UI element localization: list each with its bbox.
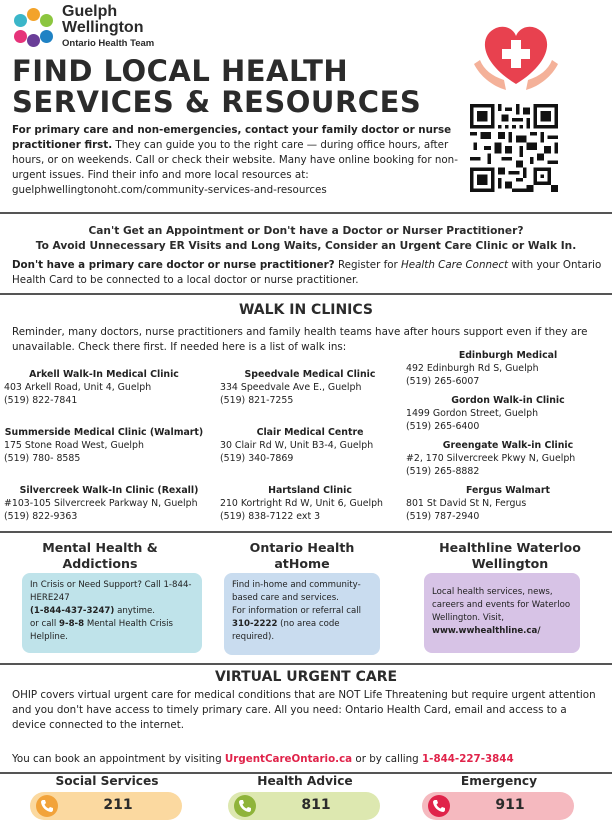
clinic-speedvale: Speedvale Medical Clinic 334 Speedvale Ave E., Guelph (519) 821-7255 xyxy=(220,369,376,406)
phone-icon xyxy=(36,795,58,817)
urgent-care-phone[interactable]: 1-844-227-3844 xyxy=(422,753,514,765)
divider xyxy=(0,212,612,214)
heart-hands-icon xyxy=(470,14,562,94)
clinic-silvercreek: Silvercreek Walk-In Clinic (Rexall) #103-105 Silvercreek Parkway N, Guelph (519) 822-9363 xyxy=(4,485,199,522)
phone-icon xyxy=(428,795,450,817)
booking-text: You can book an appointment by visiting UrgentCareOntario.ca or by calling 1-844-227-3844 xyxy=(12,753,514,765)
social-services-pill[interactable] xyxy=(30,792,182,820)
qr-code-icon[interactable] xyxy=(470,104,558,192)
health-advice-label: Health Advice xyxy=(257,774,353,788)
urgent-care-link[interactable]: UrgentCareOntario.ca xyxy=(224,753,353,765)
clinic-greengate: Greengate Walk-in Clinic #2, 170 Silvercreek Pkwy N, Guelph (519) 265-8882 xyxy=(406,440,576,477)
healthline-card: Local health services, news, careers and events for Waterloo Wellington. Visit, www.wwhealthline.ca/ xyxy=(424,573,580,653)
virtual-urgent-care-heading: VIRTUAL URGENT CARE xyxy=(214,669,398,685)
page-title: FIND LOCAL HEALTH SERVICES & RESOURCES xyxy=(12,54,422,119)
health-advice-pill[interactable] xyxy=(228,792,380,820)
clinic-gordon: Gordon Walk-in Clinic 1499 Gordon Street, Guelph (519) 265-6400 xyxy=(406,395,565,432)
divider xyxy=(0,531,612,533)
walk-in-heading: WALK IN CLINICS xyxy=(238,302,374,318)
logo-dots-icon xyxy=(14,8,54,48)
divider xyxy=(0,663,612,665)
mental-health-card: In Crisis or Need Support? Call 1-844-HERE247 (1-844-437-3247) anytime. or call 9-8-8 Mental Health Crisis Helpline. xyxy=(22,573,202,653)
emergency-number: 911 xyxy=(495,797,525,813)
clinic-fergus: Fergus Walmart 801 St David St N, Fergus (519) 787-2940 xyxy=(406,485,550,522)
urgent-care-notice: Can't Get an Appointment or Don't have a Doctor or Nurser Practitioner? To Avoid Unnecessary ER Visits and Long Waits, Consider an Urgent Care Clinic or Walk In. xyxy=(35,225,577,252)
phone-icon xyxy=(234,795,256,817)
virtual-urgent-care-text: OHIP covers virtual urgent care for medical conditions that are NOT Life Threatening but require urgent attention and you don't have access to timely primary care. All you need: Ontario Health Card, email and access to a device connected to the internet. xyxy=(12,689,596,731)
clinic-summerside: Summerside Medical Clinic (Walmart) 175 Stone Road West, Guelph (519) 780- 8585 xyxy=(4,427,204,464)
social-services-number: 211 xyxy=(103,797,133,813)
org-subtitle: Ontario Health Team xyxy=(62,38,155,49)
org-name: Guelph Wellington xyxy=(62,3,144,36)
health-advice-number: 811 xyxy=(301,797,331,813)
clinic-arkell: Arkell Walk-In Medical Clinic 403 Arkell Road, Unit 4, Guelph (519) 822-7841 xyxy=(4,369,179,406)
walk-in-reminder: Reminder, many doctors, nurse practitioners and family health teams have after hours support even if they are unavailable. Check there first. If needed here is a list of walk ins: xyxy=(12,326,588,353)
social-services-label: Social Services xyxy=(55,774,159,788)
healthline-link[interactable]: www.wwhealthline.ca/ xyxy=(432,626,541,636)
clinic-hartsland: Hartsland Clinic 210 Kortright Rd W, Unit 6, Guelph (519) 838-7122 ext 3 xyxy=(220,485,383,522)
mental-health-title: Mental Health & Addictions xyxy=(42,540,158,571)
divider xyxy=(0,293,612,295)
clinic-clair: Clair Medical Centre 30 Clair Rd W, Unit B3-4, Guelph (519) 340-7869 xyxy=(220,427,374,464)
clinic-edinburgh: Edinburgh Medical 492 Edinburgh Rd S, Guelph (519) 265-6007 xyxy=(406,350,558,387)
intro-text: For primary care and non-emergencies, contact your family doctor or nurse practitioner first. They can guide you to the right care — during office hours, after hours, or on weekends. Call or check their website. Many have online booking for non-urgent issues. Find their info and more local resources at: guelphwellingtonoht.com/community-services-and-resources xyxy=(12,124,458,196)
emergency-pill[interactable] xyxy=(422,792,574,820)
health-care-connect-text: Don't have a primary care doctor or nurse practitioner? Register for Health Care Connect with your Ontario Health Card to be connected to a local doctor or nurse practitioner. xyxy=(12,259,602,286)
ontario-health-athome-title: Ontario Health atHome xyxy=(249,540,355,571)
ontario-health-athome-card: Find in-home and community-based care and services. For information or referral call 310-2222 (no area code required). xyxy=(224,573,380,655)
healthline-title: Healthline Waterloo Wellington xyxy=(439,540,581,571)
emergency-label: Emergency xyxy=(460,774,538,788)
